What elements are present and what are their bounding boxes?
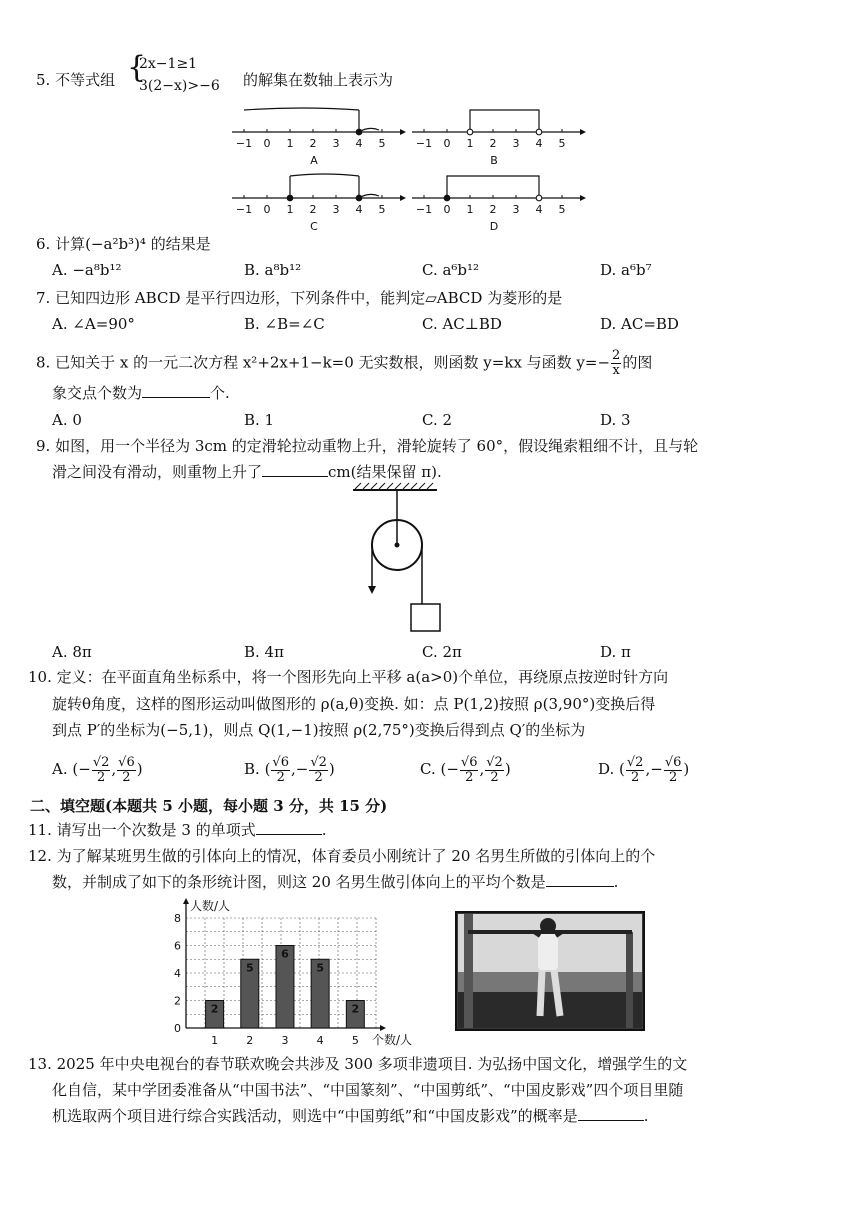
ceiling-hatch xyxy=(355,483,433,489)
frac-den: 2 xyxy=(314,769,323,785)
q10-option-c: C. (− $\frac{√6}{2}$ , $\frac{√2}{2}$ ) xyxy=(420,754,511,785)
q12-line2-end: . xyxy=(613,873,619,891)
q8-option-d: D. 3 xyxy=(600,411,631,429)
q9-option-a: A. 8π xyxy=(52,643,92,661)
q10-option-a: A. (− $\frac{√2}{2}$ , $\frac{√6}{2}$ ) xyxy=(52,754,143,785)
axis-tick-label: 3 xyxy=(332,203,340,216)
q8-option-b: B. 1 xyxy=(244,411,275,429)
axis-tick-label: 0 xyxy=(443,137,451,150)
q13-line2: 化自信，某中学团委准备从“中国书法”、“中国篆刻”、“中国剪纸”、“中国皮影戏”四个项目里随 xyxy=(52,1081,684,1099)
q6-option-c: C. a⁶b¹² xyxy=(422,261,480,279)
y-tick-label: 4 xyxy=(174,967,181,980)
sign: − xyxy=(446,760,459,778)
frac-num: √6 xyxy=(664,754,682,770)
q9-option-c: C. 2π xyxy=(422,643,462,661)
q5-prefix: 不等式组 xyxy=(55,71,116,89)
frac-num: √6 xyxy=(460,754,478,770)
q13-line3-end: . xyxy=(643,1107,649,1125)
frac-den: 2 xyxy=(276,769,285,785)
fraction xyxy=(460,756,479,785)
frac-den: 2 xyxy=(490,769,499,785)
q8-line2-end: 个. xyxy=(210,384,230,402)
q8-option-c: C. 2 xyxy=(422,411,453,429)
option-label: B xyxy=(490,154,498,167)
endpoint-dot xyxy=(467,129,473,135)
q7-option-a: A. ∠A=90° xyxy=(52,315,135,333)
y-tick-label: 6 xyxy=(174,939,181,953)
axis-tick-label: −1 xyxy=(415,203,433,216)
q10-option-b: B. ( $\frac{√6}{2}$ ,− $\frac{√2}{2}$ ) xyxy=(244,754,335,785)
solution-bracket xyxy=(290,174,359,176)
option-letter: A. xyxy=(52,760,68,778)
q11 xyxy=(28,820,327,840)
axis-tick-label: 5 xyxy=(378,137,386,150)
sign: − xyxy=(650,760,663,778)
frac-num: √2 xyxy=(626,754,644,770)
weight-box xyxy=(411,604,440,631)
option-letter: B. xyxy=(244,760,260,778)
x-tick-label: 3 xyxy=(281,1034,289,1047)
q11-end: . xyxy=(321,821,327,839)
q7-option-d: D. AC=BD xyxy=(600,315,679,333)
axis-tick-label: −1 xyxy=(415,137,433,150)
sign: − xyxy=(295,760,309,778)
axis-tick-label: 5 xyxy=(558,137,566,150)
q12-line2 xyxy=(52,872,618,892)
bar-data-label: 2 xyxy=(351,1002,360,1016)
q10-line3: 到点 P′的坐标为(−5,1)，则点 Q(1,−1)按照 ρ(2,75°)变换后得到点 Q′的坐标为 xyxy=(52,721,586,739)
axis-tick-label: 3 xyxy=(332,137,340,150)
q8-line1 xyxy=(36,349,652,378)
q8-fraction xyxy=(611,349,621,378)
bar-data-label: 5 xyxy=(245,961,254,975)
axis-tick-label: 4 xyxy=(355,203,363,216)
axis-tick-label: 3 xyxy=(512,203,520,216)
x-tick-label: 1 xyxy=(211,1034,219,1047)
q5-number: 5. xyxy=(36,71,51,89)
q5-stem xyxy=(36,70,115,90)
q9-line2 xyxy=(52,462,442,482)
axis-tick-label: 5 xyxy=(558,203,566,216)
fraction xyxy=(271,756,290,785)
frac-num: √6 xyxy=(272,754,289,770)
q5-number-lines xyxy=(230,100,630,233)
axis-tick-label: 3 xyxy=(512,137,520,150)
q6-option-a: A. −a⁸b¹² xyxy=(52,261,122,279)
bar-data-label: 6 xyxy=(281,947,289,961)
q9-line2-end: cm(结果保留 π). xyxy=(328,463,442,481)
q12-bar-chart xyxy=(168,896,428,1046)
axis-tick-label: 0 xyxy=(263,137,271,150)
number-line-a xyxy=(232,108,406,167)
axis-tick-label: 2 xyxy=(489,203,497,216)
axis-tick-label: 1 xyxy=(286,203,294,216)
q5-brace: { xyxy=(127,50,147,85)
pulley-axle xyxy=(395,543,400,548)
frac-num: √6 xyxy=(118,754,135,770)
fraction xyxy=(92,756,111,785)
bar-data-label: 2 xyxy=(210,1002,219,1016)
q6-option-d: D. a⁶b⁷ xyxy=(600,261,652,279)
axis-arrow-icon xyxy=(580,195,586,201)
endpoint-dot xyxy=(356,129,362,135)
pullup-photo xyxy=(456,912,644,1030)
q9-line2-text: 滑之间没有滑动，则重物上升了 xyxy=(52,463,263,481)
q11-text: 11. 请写出一个次数是 3 的单项式 xyxy=(28,821,256,839)
option-label: D xyxy=(489,220,499,233)
q8-frac-den: x xyxy=(612,363,620,378)
q6-option-b: B. a⁸b¹² xyxy=(244,261,302,279)
fraction xyxy=(485,756,504,785)
y-tick-label: 2 xyxy=(174,994,181,1008)
solution-bracket xyxy=(244,108,359,110)
axis-arrow-icon xyxy=(400,129,406,135)
solution-bracket xyxy=(447,176,539,198)
fraction xyxy=(117,756,136,785)
q11-answer-blank[interactable] xyxy=(256,820,322,835)
x-axis-label: 个数/人 xyxy=(372,1033,413,1047)
x-tick-label: 4 xyxy=(316,1034,324,1047)
axis-tick-label: 2 xyxy=(309,203,317,216)
q8-line2 xyxy=(52,383,230,403)
q5-suffix: 的解集在数轴上表示为 xyxy=(243,71,394,89)
axis-tick-label: 5 xyxy=(378,203,386,216)
endpoint-dot xyxy=(444,195,450,201)
axis-tick-label: 2 xyxy=(309,137,317,150)
sign: − xyxy=(78,760,91,778)
q8-line1-text: 8. 已知关于 x 的一元二次方程 x²+2x+1−k=0 无实数根，则函数 y=kx 与函数 y=− xyxy=(36,353,611,372)
frac-den: 2 xyxy=(668,769,678,785)
endpoint-dot xyxy=(356,195,362,201)
frac-den: 2 xyxy=(122,769,131,785)
q5-ineq1: 2x−1≥1 xyxy=(139,56,198,72)
pulley-diagram xyxy=(345,482,465,642)
x-axis-arrow-icon xyxy=(380,1025,386,1031)
q13-answer-blank[interactable] xyxy=(578,1106,644,1121)
axis-arrow-icon xyxy=(580,129,586,135)
axis-tick-label: 2 xyxy=(489,137,497,150)
option-label: C xyxy=(310,220,318,233)
y-axis-label: 人数/人 xyxy=(190,899,231,913)
q7-option-c: C. AC⊥BD xyxy=(422,315,502,333)
y-tick-label: 8 xyxy=(174,912,181,925)
frac-den: 2 xyxy=(631,769,640,785)
axis-tick-label: 4 xyxy=(355,137,363,150)
q12-line2-text: 数，并制成了如下的条形统计图，则这 20 名男生做引体向上的平均个数是 xyxy=(52,873,546,891)
q12-answer-blank[interactable] xyxy=(546,872,614,887)
option-label: A xyxy=(310,154,318,167)
q13-line1: 13. 2025 年中央电视台的春节联欢晚会共涉及 300 多项非遗项目. 为弘扬中国文化，增强学生的文 xyxy=(28,1055,688,1073)
frac-num: √2 xyxy=(486,754,503,770)
axis-tick-label: 1 xyxy=(286,137,294,150)
q9-option-d: D. π xyxy=(600,643,631,661)
q5-ineq2: 3(2−x)>−6 xyxy=(139,78,220,94)
fraction xyxy=(626,756,645,785)
fraction xyxy=(664,756,683,785)
axis-arrow-icon xyxy=(400,195,406,201)
number-line-d xyxy=(412,176,586,233)
q7-option-b: B. ∠B=∠C xyxy=(244,315,325,333)
axis-tick-label: 1 xyxy=(466,203,474,216)
q10-line1: 10. 定义：在平面直角坐标系中，将一个图形先向上平移 a(a>0)个单位，再绕原点按逆时针方向 xyxy=(28,668,669,686)
y-tick-label: 0 xyxy=(174,1022,181,1035)
number-line-c xyxy=(232,174,406,233)
q8-frac-num: 2 xyxy=(612,348,621,363)
axis-tick-label: 4 xyxy=(535,137,543,150)
q13-line3-text: 机选取两个项目进行综合实践活动，则选中“中国剪纸”和“中国皮影戏”的概率是 xyxy=(52,1107,578,1125)
q13-line3 xyxy=(52,1106,648,1126)
solution-bracket xyxy=(470,110,539,132)
q7-stem: 7. 已知四边形 ABCD 是平行四边形，下列条件中，能判定▱ABCD 为菱形的是 xyxy=(36,289,563,307)
q10-option-d: D. ( $\frac{√2}{2}$ ,− $\frac{√6}{2}$ ) xyxy=(598,754,690,785)
frac-den: 2 xyxy=(96,769,106,785)
q10-line2: 旋转θ角度，这样的图形运动叫做图形的 ρ(a,θ)变换. 如：点 P(1,2)按照 ρ(3,90°)变换后得 xyxy=(52,695,656,713)
rope-arrow-icon xyxy=(368,586,376,594)
x-tick-label: 2 xyxy=(246,1034,254,1047)
q8-answer-blank[interactable] xyxy=(142,383,210,398)
option-letter: C. xyxy=(420,760,436,778)
endpoint-dot xyxy=(287,195,293,201)
axis-tick-label: 1 xyxy=(466,137,474,150)
section-2-heading: 二、填空题(本题共 5 小题，每小题 3 分，共 15 分) xyxy=(30,797,388,815)
y-axis-arrow-icon xyxy=(183,898,189,904)
axis-tick-label: −1 xyxy=(235,203,253,216)
endpoint-dot xyxy=(536,195,542,201)
option-letter: D. xyxy=(598,760,615,778)
fraction xyxy=(309,756,328,785)
q8-option-a: A. 0 xyxy=(52,411,82,429)
axis-tick-label: −1 xyxy=(235,137,253,150)
q9-option-b: B. 4π xyxy=(244,643,284,661)
number-line-b xyxy=(412,110,586,167)
q8-line1-end: 的图 xyxy=(622,353,653,372)
axis-tick-label: 0 xyxy=(263,203,271,216)
frac-num: √2 xyxy=(92,754,110,770)
q8-line2-text: 象交点个数为 xyxy=(52,384,143,402)
frac-num: √2 xyxy=(310,754,327,770)
q6-stem: 6. 计算(−a²b³)⁴ 的结果是 xyxy=(36,235,211,253)
frac-den: 2 xyxy=(465,769,474,785)
q12-line1: 12. 为了解某班男生做的引体向上的情况，体育委员小刚统计了 20 名男生所做的引体向上的个 xyxy=(28,847,656,865)
q9-line1: 9. 如图，用一个半径为 3cm 的定滑轮拉动重物上升，滑轮旋转了 60°，假设绳索粗细不计，且与轮 xyxy=(36,437,699,455)
axis-tick-label: 4 xyxy=(535,203,543,216)
x-tick-label: 5 xyxy=(351,1034,359,1047)
q9-answer-blank[interactable] xyxy=(262,462,328,477)
axis-tick-label: 0 xyxy=(443,203,451,216)
endpoint-dot xyxy=(536,129,542,135)
bar-data-label: 5 xyxy=(316,961,324,975)
